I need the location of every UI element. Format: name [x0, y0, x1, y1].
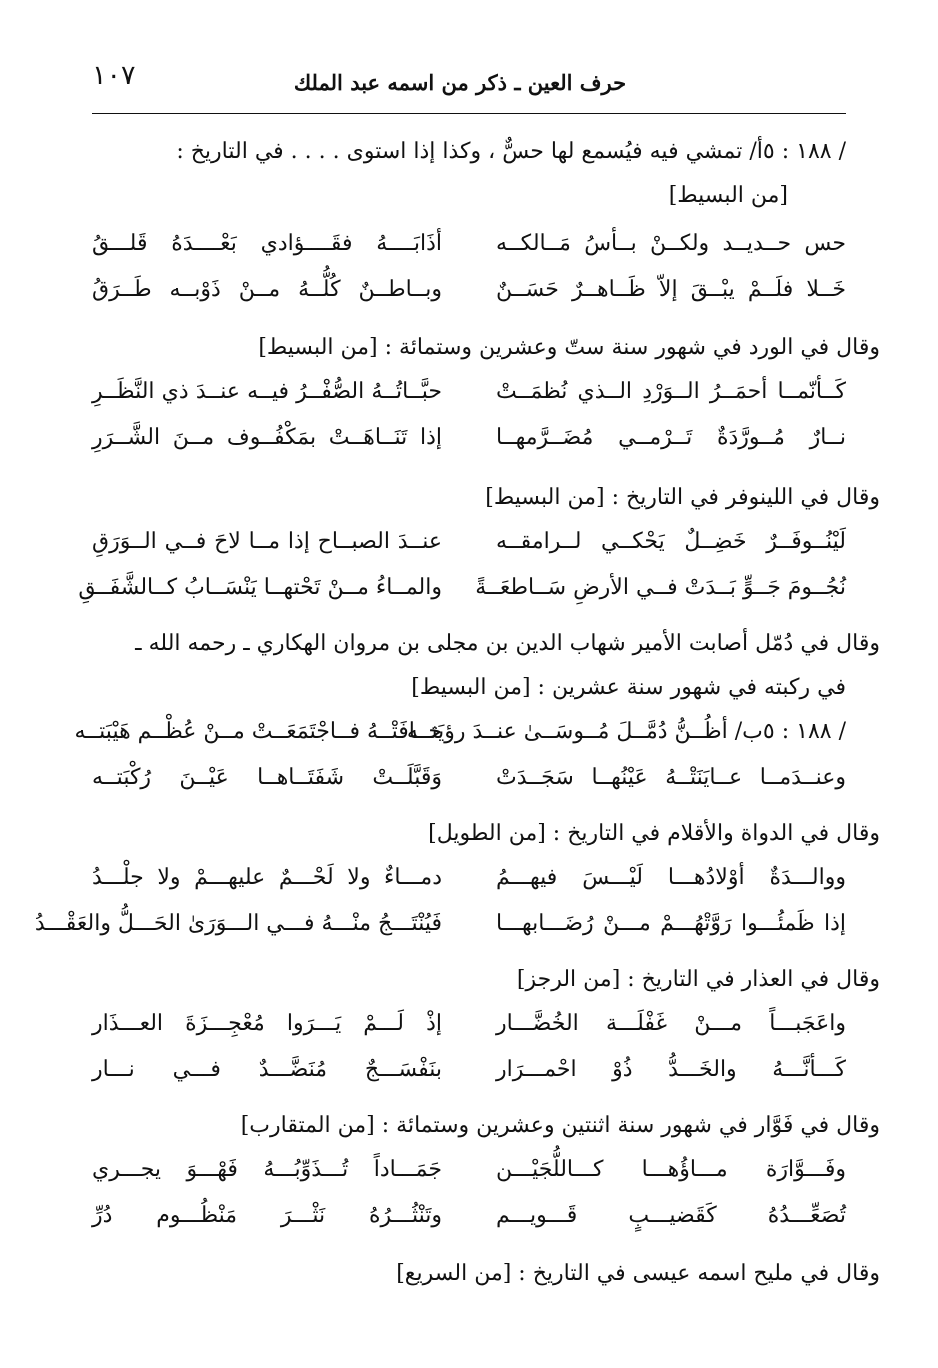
verse-second-hemistich: أذَابَــــهُ فقَــــؤادي بَعْــــدَهُ قَلـــقُ	[92, 231, 442, 256]
verse-first-hemistich: لَيْنُــوفَــرٌ خَضِــلٌ يَحْكــي لــرامقــه	[496, 529, 846, 554]
verse-second-hemistich: إذا تَنَــاهَــتْ بمَكْفُــوف مــنَ الشَّــرَرِ	[92, 425, 442, 450]
verse-line	[74, 714, 846, 754]
running-head: حرف العين ـ ذكر من اسمه عبد الملك	[293, 70, 627, 95]
verse-line	[92, 1152, 846, 1192]
page-number: ١٠٧	[92, 60, 136, 91]
verse-second-hemistich: فَيُنْتَـــجُ منْـــهُ فـــي الـــوَرَىٰ الحَـــلُّ والعَقْـــدُ	[34, 911, 442, 936]
verse-first-hemistich: وعنــدَمــا عــايَنَتْــهُ عَيْنُهــا سَجَــدَتْ	[496, 765, 846, 790]
verse-first-hemistich: / ١٨٨ : ٥ب/ أظُــنُّ دُمَّــلَ مُــوسَــىٰ عنــدَ رؤيَتــه	[406, 719, 846, 744]
verse-line	[92, 420, 846, 460]
verse-line	[34, 906, 846, 946]
verse-first-hemistich: نُجُــومَ جَــوٍّ بَــدَتْ فــي الأرضِ سَــاطعَــةً	[475, 575, 846, 600]
verse-line	[92, 226, 846, 266]
verse-line	[92, 860, 846, 900]
paragraph-intro-continued: في ركبته في شهور سنة عشرين : [من البسيط]	[411, 675, 846, 700]
verse-line	[92, 1006, 846, 1046]
paragraph-intro: وقال في فَوَّار في شهور سنة اثنتين وعشرين وستمائة : [من المتقارب]	[240, 1113, 880, 1138]
verse-second-hemistich: خــافَتْــهُ فــاجْتَمَعَــتْ مــنْ عُظْــم هَيْبَتــه	[74, 719, 442, 744]
verse-line	[92, 374, 846, 414]
verse-first-hemistich: إذا ظَمئُـــوا رَوَّتْهُـــمْ مـــنْ رُضَـــابهـــا	[496, 911, 846, 936]
verse-second-hemistich: جَمَـــاداً تُـــذَوِّبُـــهُ فَهْـــوَ يجـــري	[92, 1157, 442, 1182]
paragraph-intro: وقال في الدواة والأقلام في التاريخ : [من الطويل]	[428, 821, 880, 846]
paragraph-intro: وقال في الورد في شهور سنة ستّ وعشرين وستمائة : [من البسيط]	[258, 335, 880, 360]
verse-first-hemistich: واعَجَبـــاً مـــنْ غَفْلَـــة الخُضَّـــار	[496, 1011, 846, 1036]
meter-label: [من البسيط]	[668, 183, 788, 208]
verse-line	[78, 570, 846, 610]
verse-second-hemistich: إذْ لَـــمْ يَـــرَوا مُعْجِـــزَةَ العـــذَار	[92, 1011, 442, 1036]
verse-second-hemistich: وتَنْثُـــرُهُ نَثْـــرَ مَنْظُـــوم دُرِّ	[92, 1203, 442, 1228]
verse-line	[92, 1198, 846, 1238]
verse-second-hemistich: وبــاطــنٌ كُلُّــهُ مــنْ ذَوْبــه طَــرَقُ	[92, 277, 442, 302]
verse-line	[92, 1052, 846, 1092]
header-rule	[92, 113, 846, 114]
verse-line	[92, 272, 846, 312]
verse-first-hemistich: خَــلا فلَــمْ يبْــقَ إلاّ ظَــاهــرٌ حَسَــنٌ	[496, 277, 846, 302]
verse-line	[92, 760, 846, 800]
verse-first-hemistich: كَــأنّمــا أحمَــرُ الــوَرْدِ الــذي نُظمَــتْ	[496, 379, 846, 404]
verse-line	[92, 524, 846, 564]
verse-second-hemistich: دمـــاءٌ ولا لَحْـــمٌ عليهـــمْ ولا جلْـــدُ	[92, 865, 442, 890]
paragraph-intro: وقال في اللينوفر في التاريخ : [من البسيط]	[485, 485, 880, 510]
verse-first-hemistich: ووالـــدَةٌ أوْلادُهـــا لَيْـــسَ فيهـــمُ	[496, 865, 846, 890]
verse-first-hemistich: حس حــديــد ولكــنْ بــأسُ مَــالكــه	[496, 231, 846, 256]
paragraph-intro: / ١٨٨ : ٥أ/ تمشي فيه فيُسمع لها حسٌّ ، وكذا إذا استوى . . . . في التاريخ :	[176, 139, 846, 164]
verse-second-hemistich: بنَفْسَـــجٌ مُنَضَّـــدٌ فـــي نـــار	[92, 1057, 442, 1082]
verse-first-hemistich: وفَـــوَّارَة مـــاؤُهـــا كـــاللُّجَيْـــن	[496, 1157, 846, 1182]
verse-second-hemistich: حبَّــاتُــهُ الصُّفْــرُ فيــه عنــدَ ذي النَّظَــرِ	[92, 379, 442, 404]
verse-first-hemistich: تُصَعِّـــدُهُ كَقَضيـــبٍ قَـــويـــم	[496, 1203, 846, 1228]
paragraph-intro: وقال في العذار في التاريخ : [من الرجز]	[516, 967, 880, 992]
verse-second-hemistich: عنــدَ الصبــاح إذا مــا لاحَ فــي الــوَرَقِ	[92, 529, 442, 554]
paragraph-intro: وقال في مليح اسمه عيسى في التاريخ : [من السريع]	[396, 1261, 880, 1286]
paragraph-intro: وقال في دُمّل أصابت الأمير شهاب الدين بن مجلى بن مروان الهكاري ـ رحمه الله ـ	[135, 631, 880, 656]
verse-first-hemistich: كَـــأنَّـــهُ والخَـــدُّ ذُوْ احْمـــرَار	[496, 1057, 846, 1082]
verse-first-hemistich: نــارٌ مُــورَّدَةٌ تَــرْمــي مُضَــرَّمهــا	[496, 425, 846, 450]
verse-second-hemistich: والمــاءُ مــنْ تَحْتهــا يَنْسَــابُ كــالشَّفَــقِ	[78, 575, 442, 600]
verse-second-hemistich: وَقَبَّلَــتْ شَفَتَــاهــا عَيْــنَ رُكْبَتــه	[92, 765, 442, 790]
